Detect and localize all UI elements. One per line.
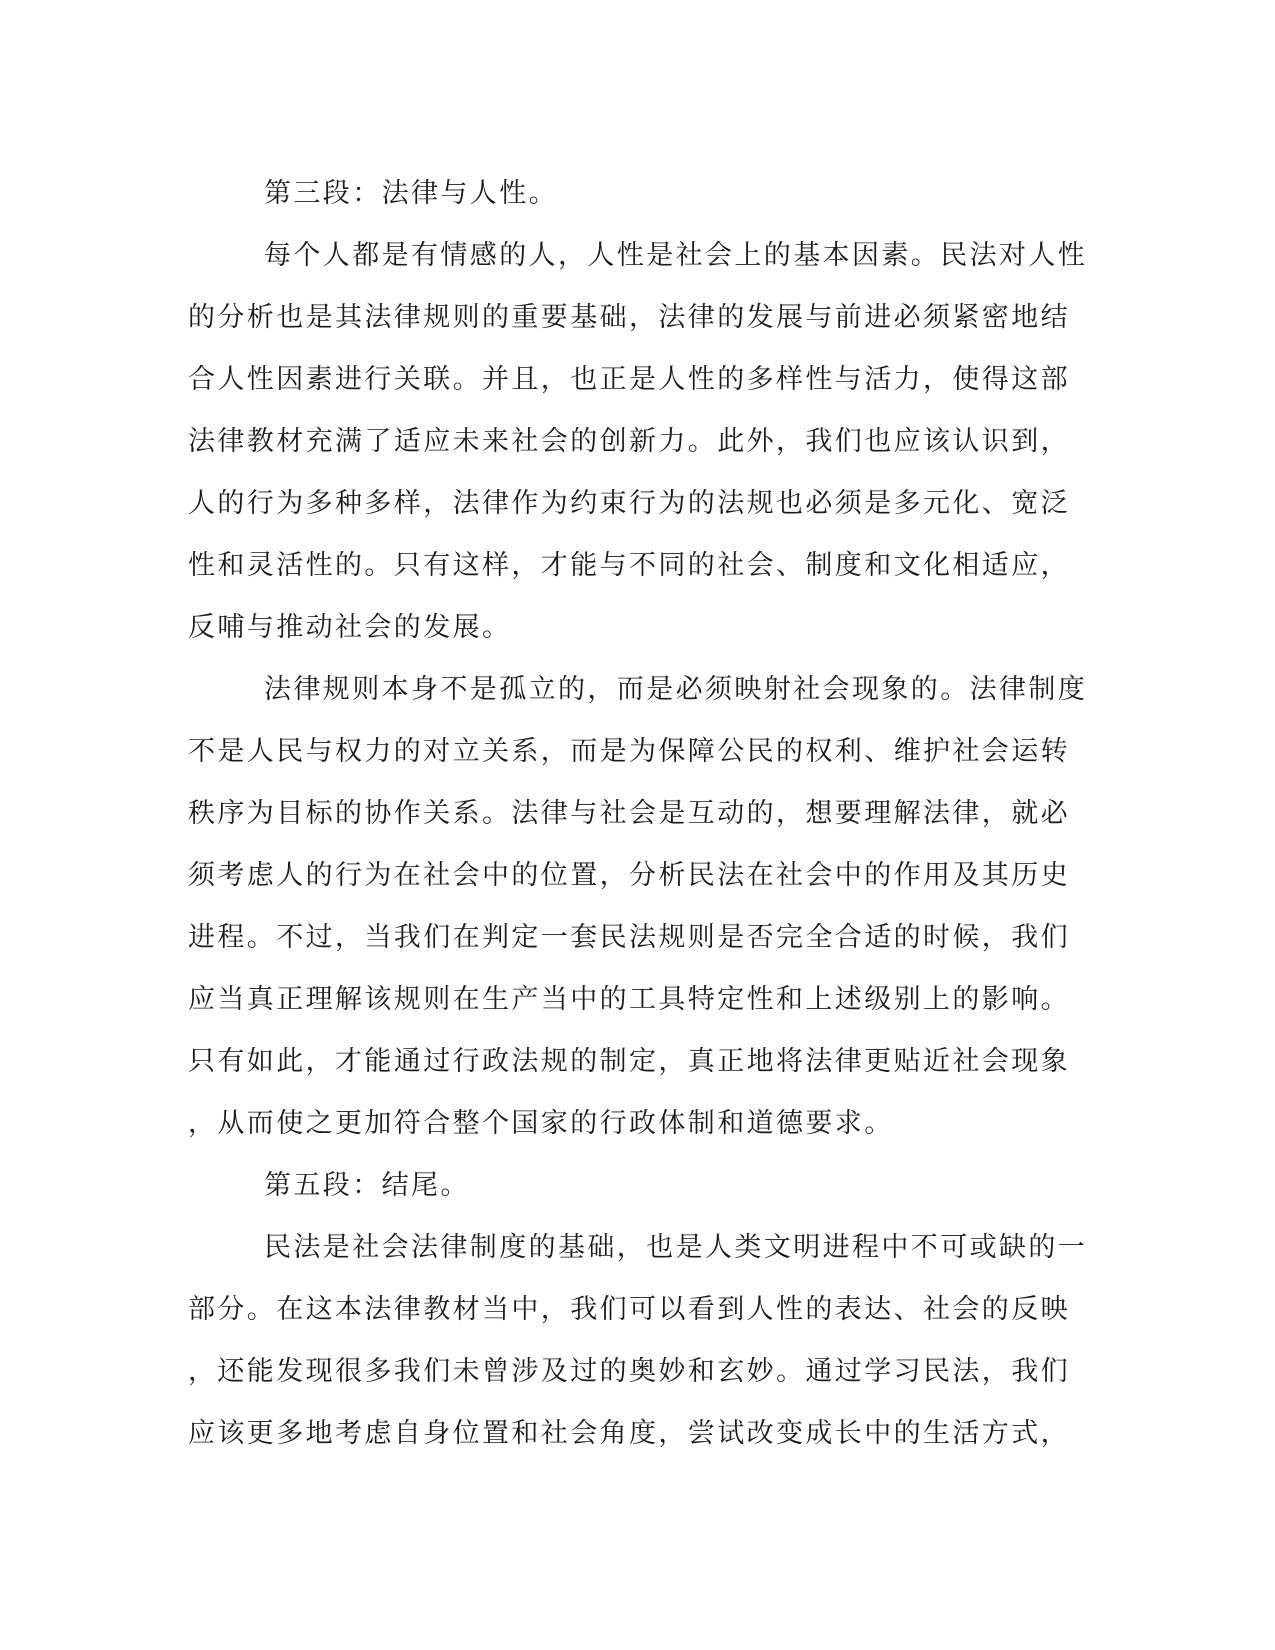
paragraph-line: 人的行为多种多样，法律作为约束行为的法规也必须是多元化、宽泛 (188, 488, 1070, 519)
paragraph-line: 法律规则本身不是孤立的，而是必须映射社会现象的。法律制度 (264, 674, 1088, 705)
paragraph-line: 民法是社会法律制度的基础，也是人类文明进程中不可或缺的一 (264, 1232, 1088, 1263)
paragraph-line: 反哺与推动社会的发展。 (188, 612, 512, 643)
document-body (188, 163, 1088, 1465)
section-heading: 第五段：结尾。 (264, 1170, 470, 1201)
paragraph-line: ，还能发现很多我们未曾涉及过的奥妙和玄妙。通过学习民法，我们 (188, 1356, 1070, 1387)
paragraph-line: 进程。不过，当我们在判定一套民法规则是否完全合适的时候，我们 (188, 922, 1070, 953)
paragraph-line: 每个人都是有情感的人，人性是社会上的基本因素。民法对人性 (264, 240, 1088, 271)
paragraph-line: 只有如此，才能通过行政法规的制定，真正地将法律更贴近社会现象 (188, 1046, 1070, 1077)
paragraph-line: 合人性因素进行关联。并且，也正是人性的多样性与活力，使得这部 (188, 364, 1070, 395)
paragraph-line: ，从而使之更加符合整个国家的行政体制和道德要求。 (188, 1108, 894, 1139)
paragraph-line: 须考虑人的行为在社会中的位置，分析民法在社会中的作用及其历史 (188, 860, 1070, 891)
paragraph-line: 应该更多地考虑自身位置和社会角度，尝试改变成长中的生活方式， (188, 1418, 1070, 1449)
paragraph-line: 的分析也是其法律规则的重要基础，法律的发展与前进必须紧密地结 (188, 302, 1070, 333)
section-heading: 第三段：法律与人性。 (264, 178, 558, 209)
paragraph-line: 应当真正理解该规则在生产当中的工具特定性和上述级别上的影响。 (188, 984, 1070, 1015)
paragraph-line: 不是人民与权力的对立关系，而是为保障公民的权利、维护社会运转 (188, 736, 1070, 767)
paragraph-line: 秩序为目标的协作关系。法律与社会是互动的，想要理解法律，就必 (188, 798, 1070, 829)
paragraph-line: 性和灵活性的。只有这样，才能与不同的社会、制度和文化相适应， (188, 550, 1070, 581)
paragraph-line: 法律教材充满了适应未来社会的创新力。此外，我们也应该认识到， (188, 426, 1070, 457)
paragraph-line: 部分。在这本法律教材当中，我们可以看到人性的表达、社会的反映 (188, 1294, 1070, 1325)
